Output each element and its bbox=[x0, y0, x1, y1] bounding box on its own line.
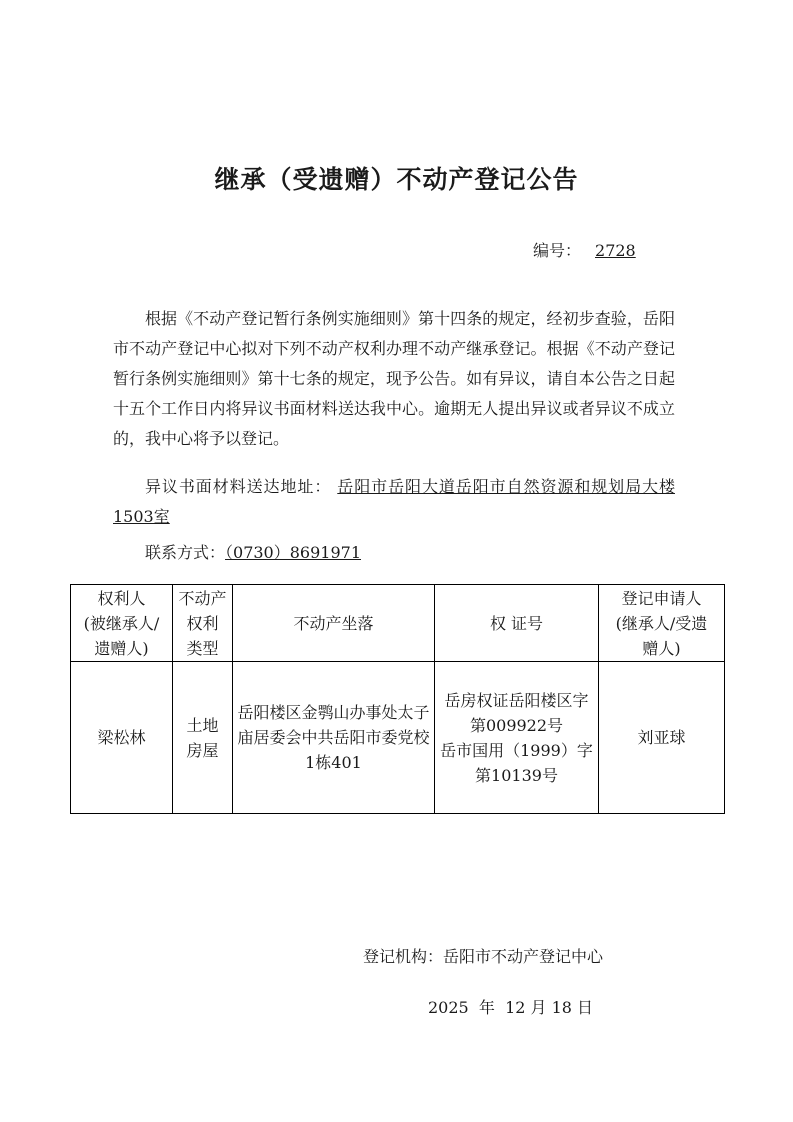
property-table bbox=[70, 584, 725, 814]
header-text: 不动产 权利 类型 bbox=[178, 588, 227, 658]
announcement-date: 2025 年 12 月 18 日 bbox=[428, 998, 594, 1017]
contact-value: （0730）8691971 bbox=[225, 543, 361, 562]
cell-text: 梁松林 bbox=[97, 728, 146, 747]
objection-address-value: 岳阳市岳阳大道岳阳市自然资源和规划局大楼1503室 bbox=[113, 477, 675, 526]
contact-label: 联系方式： bbox=[145, 543, 226, 562]
table-cell bbox=[233, 662, 435, 814]
header-cell bbox=[599, 585, 725, 662]
cell-text: 土地 房屋 bbox=[186, 715, 219, 760]
header-cell bbox=[71, 585, 173, 662]
table-header-row bbox=[71, 585, 725, 662]
page-title: 继承（受遗赠）不动产登记公告 bbox=[214, 165, 579, 194]
header-cell bbox=[435, 585, 599, 662]
header-text: 不动产坐落 bbox=[293, 613, 374, 633]
header-text: 登记申请人 (继承人/受遗 赠人) bbox=[615, 588, 708, 658]
announcement-body: 根据《不动产登记暂行条例实施细则》第十四条的规定，经初步查验，岳阳市不动产登记中心拟对下列不动产权利办理不动产继承登记。根据《不动产登记暂行条例实施细则》第十七条的规定，现予公告。如有异议，请自本公告之日起十五个工作日内将异议书面材料送达我中心。逾期无人提出异议或者异议不成立的，我中心将予以登记。 bbox=[113, 309, 675, 448]
table-cell bbox=[173, 662, 233, 814]
objection-address bbox=[113, 472, 675, 532]
table-cell bbox=[599, 662, 725, 814]
header-text: 权利人 (被继承人/ 遗赠人) bbox=[83, 588, 160, 658]
number-label: 编号： bbox=[533, 241, 582, 260]
objection-address-label: 异议书面材料送达地址： bbox=[145, 477, 332, 496]
table-cell bbox=[71, 662, 173, 814]
header-cell bbox=[233, 585, 435, 662]
header-cell bbox=[173, 585, 233, 662]
document-number bbox=[533, 238, 636, 261]
header-text: 权 证号 bbox=[489, 613, 544, 633]
number-value: 2728 bbox=[595, 241, 636, 260]
registration-authority: 登记机构：岳阳市不动产登记中心 bbox=[363, 947, 604, 966]
table-row bbox=[71, 662, 725, 814]
cell-text: 岳房权证岳阳楼区字第009922号 岳市国用（1999）字第10139号 bbox=[440, 690, 593, 785]
contact-line bbox=[145, 538, 675, 568]
table-cell bbox=[435, 662, 599, 814]
cell-text: 岳阳楼区金鹗山办事处太子庙居委会中共岳阳市委党校1栋401 bbox=[237, 703, 430, 772]
cell-text: 刘亚球 bbox=[637, 728, 686, 747]
